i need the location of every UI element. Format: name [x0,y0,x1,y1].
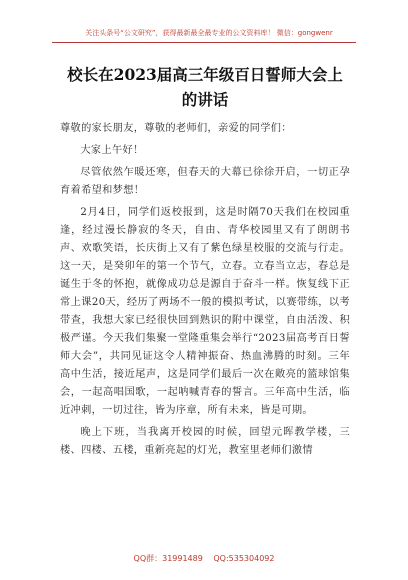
footer-qq: QQ:535304092 [213,554,275,563]
salutation-paragraph: 大家上午好！ [80,145,144,156]
document-title [60,62,350,112]
footer-contact [0,553,408,564]
title-line-2: 的讲话 [181,90,229,109]
body-paragraph: 晚上下班，当我离开校园的时候，回望元晖教学楼，三楼、四楼、五楼，重新亮起的灯光，教室里老师们激情 [60,427,350,456]
document-body [60,120,350,460]
header-divider [52,42,356,43]
header-banner: 关注头条号“公文研究”，获得最新最全最专业的公文资料库！ 微信：gongwenr [85,29,333,37]
body-paragraph: 尽管依然乍暖还寒，但春天的大幕已徐徐开启，一切正孕育着希望和梦想！ [60,167,350,196]
body-paragraph: 2月4日，同学们返校报到，这是时隔70天我们在校园重逢，经过漫长静寂的冬天，自由、青华校园里又有了朗朗书声、欢歌笑语，长庆街上又有了紫色绿星校服的交流与行走。这一天，是癸卯年的第一个节气，立春。立春当立志，春总是诞生于冬的怀抱，就像成功总是源自于奋斗一样。恢复线下正常上课20天，经历了两场不一般的模拟考试，以赛带练，以考带查，我想大家已经很快回到熟识的附中课堂，自由活泼、积极严谨。今天我们集聚一堂隆重集会举行“2023届高考百日誓师大会”，共同见证这令人精神振奋、热血沸腾的时刻。三年高中生活，接近尾声，这是同学们最后一次在敞亮的篮球馆集会，一起高唱国歌，一起呐喊青春的誓言。三年高中生活，临近冲刺，一切过往，皆为序章，所有未来，皆是可期。 [60,207,350,416]
footer-qq-group: QQ群：31991489 [133,554,203,563]
title-line-1: 校长在2023届高三年级百日誓师大会上 [67,65,343,84]
greeting-paragraph: 尊敬的家长朋友，尊敬的老师们，亲爱的同学们： [60,123,292,134]
